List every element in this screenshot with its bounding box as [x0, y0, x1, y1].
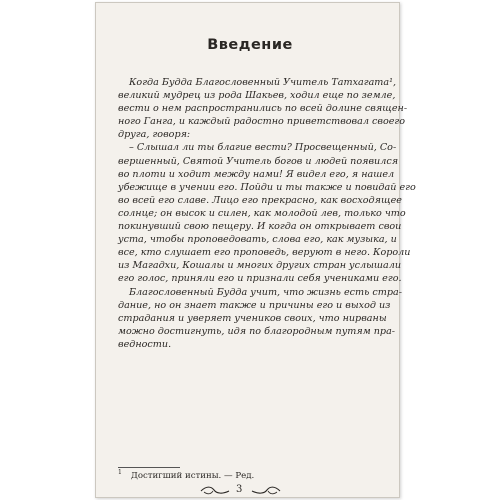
text-line: убежище в учении его. Пойди и ты также и повидай его	[118, 181, 416, 193]
text-line: ведности.	[118, 338, 172, 350]
text-line: покинувший свою пещеру. И когда он открывает свои	[118, 221, 402, 233]
text-line: во всей его славе. Лицо его прекрасно, как восходящее	[118, 194, 402, 206]
chapter-title: Введение	[207, 37, 293, 53]
text-line: уста, чтобы проповедовать, слова его, как музыка, и	[118, 234, 397, 246]
text-line: солнце; он высок и силен, как молодой лев, только что	[118, 207, 406, 219]
text-line: ного Ганга, и каждый радостно приветствовал своего	[118, 116, 406, 128]
text-line: друга, говоря:	[118, 129, 191, 141]
text-line: великий мудрец из рода Шакьев, ходил еще по земле,	[118, 90, 396, 102]
body-text	[118, 76, 416, 351]
text-line: из Магадхи, Кошалы и многих других стран услышали	[118, 260, 402, 272]
page-number: 3	[236, 484, 243, 495]
text-line: Когда Будда Благословенный Учитель Татхагата¹,	[129, 77, 397, 88]
text-line: вершенный, Святой Учитель богов и людей появился	[118, 155, 399, 167]
text-line: его голос, приняли его и признали себя учениками его.	[118, 273, 402, 285]
footnote-mark: 1	[118, 469, 122, 476]
right-flourish-icon	[251, 486, 281, 496]
text-line: вести о нем распространились по всей долине священ-	[118, 103, 408, 115]
text-line: можно достигнуть, идя по благородным путям пра-	[118, 325, 396, 337]
left-flourish-icon	[200, 486, 230, 496]
text-line: страдания и уверяет учеников своих, что нирваны	[118, 312, 387, 324]
text-line: во плоти и ходит между нами! Я видел его, я нашел	[118, 168, 395, 180]
text-line: Благословенный Будда учит, что жизнь есть стра-	[129, 286, 402, 298]
footnote-rule	[118, 467, 180, 468]
footnote	[118, 469, 254, 481]
text-line: дание, но он знает также и причины его и выход из	[118, 299, 391, 311]
footnote-text: Достигший истины. — Ред.	[130, 470, 255, 481]
text-line: – Слышал ли ты благие вести? Просвещенный, Со-	[129, 142, 397, 154]
text-line: все, кто слушает его проповедь, веруют в него. Короли	[118, 247, 411, 259]
